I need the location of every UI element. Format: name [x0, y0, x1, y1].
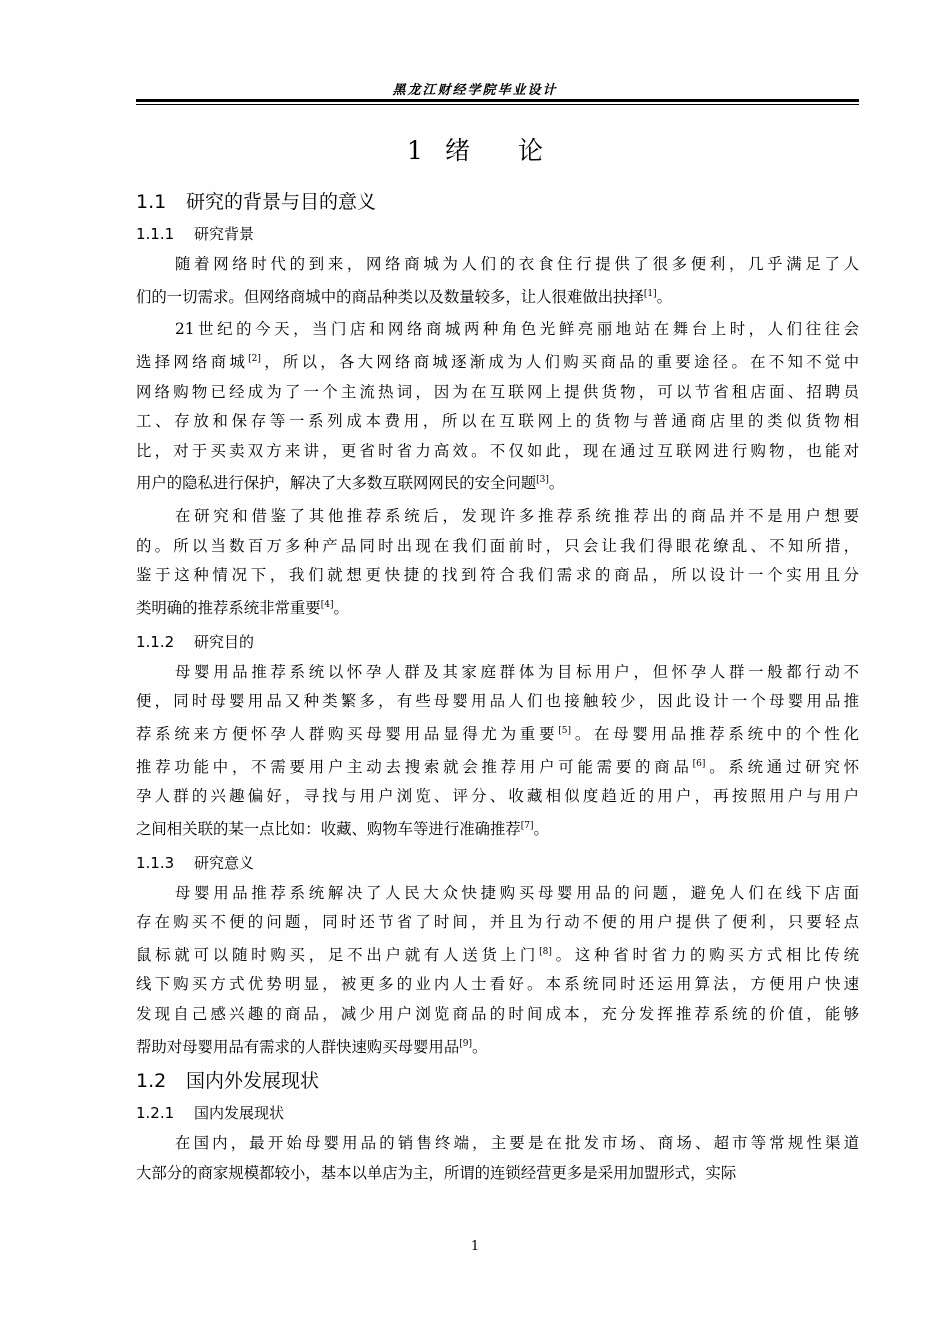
subsection-number: 1.1.1: [136, 225, 175, 243]
chapter-title-char-1: 绪: [444, 136, 470, 165]
paragraph-line: 比，对于买卖双方来讲，更省时省力高效。不仅如此，现在通过互联网进行购物，也能对: [136, 441, 859, 460]
paragraph-line: 帮助对母婴用品有需求的人群快速购买母婴用品[9]。: [136, 1037, 488, 1056]
paragraph-line: 母婴用品推荐系统以怀孕人群及其家庭群体为目标用户，但怀孕人群一般都行动不: [175, 662, 859, 681]
section-number: 1.1: [136, 191, 167, 213]
paragraph-line: 的。所以当数百万多种产品同时出现在我们面前时，只会让我们得眼花缭乱、不知所措，: [136, 536, 859, 555]
section-number: 1.2: [136, 1070, 167, 1093]
header-rule-thin: [136, 104, 859, 105]
paragraph-line: 在国内，最开始母婴用品的销售终端，主要是在批发市场、商场、超市等常规性渠道: [175, 1134, 859, 1153]
paragraph-line: 随着网络时代的到来，网络商城为人们的衣食住行提供了很多便利，几乎满足了人: [175, 255, 859, 273]
chapter-title: [0, 133, 950, 169]
paragraph-significance: [136, 879, 859, 1063]
paragraph-line: 们的一切需求。但网络商城中的商品种类以及数量较多，让人很难做出抉择[1]。: [136, 287, 673, 306]
paragraph-line: 21世纪的今天，当门店和网络商城两种角色光鲜亮丽地站在舞台上时，人们往往会: [175, 320, 859, 339]
subsection-heading-1-1-2: [136, 627, 859, 658]
citation-ref: [8]: [539, 946, 552, 957]
header-rule-thick: [136, 99, 859, 102]
section-title: 研究的背景与目的意义: [186, 191, 377, 213]
paragraph-line: 大部分的商家规模都较小，基本以单店为主，所谓的连锁经营更多是采用加盟形式，实际: [136, 1163, 737, 1182]
citation-ref: [4]: [320, 599, 334, 610]
paragraph-line: 荐系统来方便怀孕人群购买母婴用品显得尤为重要[5]。在母婴用品推荐系统中的个性化: [136, 724, 859, 743]
subsection-number: 1.1.3: [136, 853, 175, 872]
paragraph-line: 之间相关联的某一点比如：收藏、购物车等进行准确推荐[7]。: [136, 819, 549, 838]
citation-ref: [7]: [520, 820, 534, 831]
page-body: [136, 186, 859, 1192]
subsection-title: 研究意义: [194, 853, 255, 872]
paragraph-line: 发现自己感兴趣的商品，减少用户浏览商品的时间成本，充分发挥推荐系统的价值，能够: [136, 1005, 859, 1024]
section-heading-1-2: [136, 1065, 859, 1098]
citation-ref: [3]: [536, 475, 549, 486]
subsection-title: 研究背景: [194, 225, 255, 243]
citation-ref: [2]: [248, 353, 261, 364]
section-title: 国内外发展现状: [186, 1070, 320, 1093]
paragraph-background-2: [136, 315, 859, 499]
section-heading-1-1: [136, 186, 859, 219]
subsection-heading-1-2-1: [136, 1098, 859, 1129]
citation-ref: [9]: [459, 1038, 472, 1049]
paragraph-line: 存在购买不便的问题，同时还节省了时间，并且为行动不便的用户提供了便利，只要轻点: [136, 913, 859, 932]
chapter-title-char-2: 论: [517, 136, 543, 165]
running-header-title: 黑龙江财经学院毕业设计: [392, 83, 558, 98]
subsection-number: 1.2.1: [136, 1104, 175, 1123]
citation-ref: [6]: [692, 758, 706, 769]
subsection-title: 研究目的: [194, 632, 255, 651]
paragraph-line: 便，同时母婴用品又种类繁多，有些母婴用品人们也接触较少，因此设计一个母婴用品推: [136, 692, 859, 711]
paragraph-line: 网络购物已经成为了一个主流热词，因为在互联网上提供货物，可以节省租店面、招聘员: [136, 382, 859, 401]
paragraph-line: 用户的隐私进行保护，解决了大多数互联网网民的安全问题[3]。: [136, 474, 565, 493]
page-number: 1: [470, 1239, 480, 1254]
paragraph-background-1: [136, 250, 859, 312]
paragraph-line: 工、存放和保存等一系列成本费用，所以在互联网上的货物与普通商店里的类似货物相: [136, 412, 859, 431]
subsection-title: 国内发展现状: [194, 1104, 285, 1123]
paragraph-line: 鉴于这种情况下，我们就想更快捷的找到符合我们需求的商品，所以设计一个实用且分: [136, 566, 859, 585]
paragraph-line: 孕人群的兴趣偏好，寻找与用户浏览、评分、收藏相似度趋近的用户，再按照用户与用户: [136, 787, 859, 806]
subsection-number: 1.1.2: [136, 632, 175, 651]
paragraph-line: 在研究和借鉴了其他推荐系统后，发现许多推荐系统推荐出的商品并不是用户想要: [175, 507, 859, 526]
paragraph-line: 母婴用品推荐系统解决了人民大众快捷购买母婴用品的问题，避免人们在线下店面: [175, 883, 859, 902]
paragraph-line: 鼠标就可以随时购买，足不出户就有人送货上门[8]。这种省时省力的购买方式相比传统: [136, 945, 859, 964]
citation-ref: [1]: [643, 288, 657, 299]
citation-ref: [5]: [558, 725, 572, 736]
paragraph-domestic-status: [136, 1129, 859, 1188]
subsection-heading-1-1-3: [136, 848, 859, 879]
chapter-number: 1: [407, 136, 423, 165]
subsection-heading-1-1-1: [136, 219, 859, 250]
paragraph-line: 推荐功能中，不需要用户主动去搜索就会推荐用户可能需要的商品[6]。系统通过研究怀: [136, 757, 859, 776]
paragraph-line: 线下购买方式优势明显，被更多的业内人士看好。本系统同时还运用算法，方便用户快速: [136, 975, 859, 994]
paragraph-background-3: [136, 502, 859, 624]
paragraph-purpose: [136, 658, 859, 845]
paragraph-line: 选择网络商城[2]，所以，各大网络商城逐渐成为人们购买商品的重要途径。在不知不觉中: [136, 353, 859, 372]
paragraph-line: 类明确的推荐系统非常重要[4]。: [136, 599, 349, 618]
